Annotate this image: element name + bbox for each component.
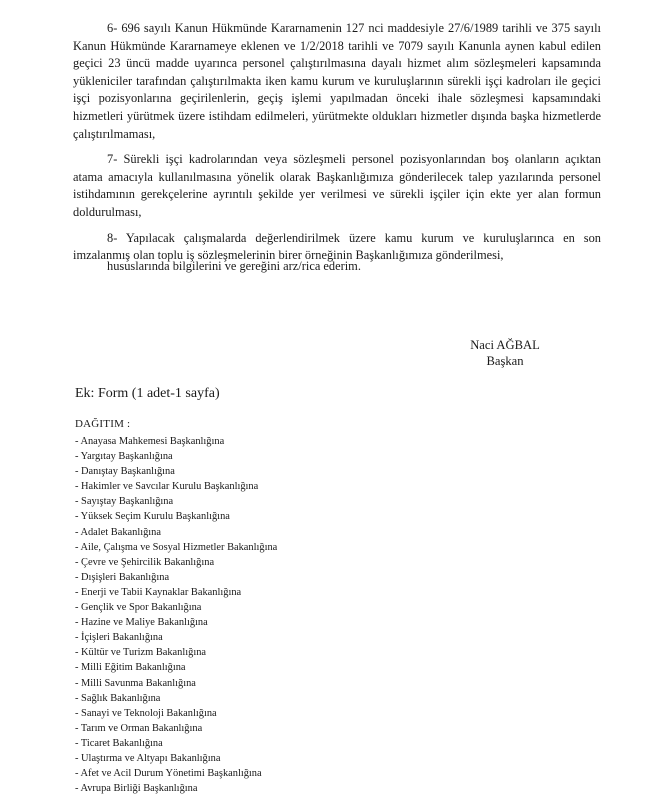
distribution-item: - Dışişleri Bakanlığına [75,571,170,583]
closing-line: hususlarında bilgilerini ve gereğini arz/rica ederim. [107,259,361,273]
paragraph-6: 6- 696 sayılı Kanun Hükmünde Kararnamenin 127 nci maddesiyle 27/6/1989 tarihli ve 375 sayılı Kanun Hükmünde Kararnameye eklenen ve 1/2/2018 tarihli ve 7079 sayılı Kanunla aynen kabul edilen geçici 23 üncü madde uyarınca personel çalıştırılmasına dayalı hizmet alım sözleşmeleri kapsamında yükleniciler tarafından çalıştırılmakta iken kamu kurum ve kuruluşlarının sürekli işçi kadroları ile geçici işçi pozisyonlarına geçirilenlerin, geçiş işlemi yapılmadan önceki ihale sözleşmesi kapsamındaki hizmetleri yürütmek üzere istihdam edilmeleri, yürütmekte oldukları hizmetler dışında başka hizmetlerde çalıştırılmaması, [73,21,601,141]
distribution-item: - Sağlık Bakanlığına [75,692,161,704]
signatory-title: Başkan [486,354,524,368]
paragraph-8: 8- Yapılacak çalışmalarda değerlendirilmek üzere kamu kurum ve kuruluşlarınca en son imzalanmış olan toplu iş sözleşmelerinin birer örneğinin Başkanlığımıza gönderilmesi, [73,230,601,263]
signature-block [450,337,560,369]
distribution-item: - Sanayi ve Teknoloji Bakanlığına [75,707,217,719]
distribution-item: - Danıştay Başkanlığına [75,466,175,478]
distribution-list [75,434,277,796]
distribution-item: - Milli Savunma Bakanlığına [75,677,196,689]
distribution-item: - Anayasa Mahkemesi Başkanlığına [75,436,225,447]
distribution-item: - Avrupa Birliği Başkanlığına [75,783,198,795]
distribution-item: - Yüksek Seçim Kurulu Başkanlığına [75,511,230,523]
distribution-item: - Aile, Çalışma ve Sosyal Hizmetler Bakanlığına [75,541,278,553]
distribution-item: - Adalet Bakanlığına [75,526,161,538]
document-body [73,20,601,273]
attachment-note: Ek: Form (1 adet-1 sayfa) [75,386,220,401]
distribution-item: - Milli Eğitim Bakanlığına [75,662,186,674]
distribution-item: - Yargıtay Başkanlığına [75,451,173,463]
distribution-item: - Sayıştay Başkanlığına [75,496,174,508]
distribution-item: - Ulaştırma ve Altyapı Bakanlığına [75,752,221,764]
distribution-item: - Kültür ve Turizm Bakanlığına [75,647,207,659]
distribution-item: - Hazine ve Maliye Bakanlığına [75,617,208,629]
distribution-item: - Gençlik ve Spor Bakanlığına [75,602,202,614]
distribution-item: - Çevre ve Şehircilik Bakanlığına [75,556,215,568]
distribution-item: - İçişleri Bakanlığına [75,632,163,644]
paragraph-7: 7- Sürekli işçi kadrolarından veya sözleşmeli personel pozisyonlarından boş olanların açıktan atama amacıyla kullanılmasına yönelik olarak Başkanlığımıza gönderilecek talep yazılarında personel istihdamının gerekçelerine ayrıntılı şekilde yer verilmesi ve sürekli işçiler için ekte yer alan formun doldurulması, [73,152,601,219]
distribution-item: - Tarım ve Orman Bakanlığına [75,722,203,734]
distribution-item: - Hakimler ve Savcılar Kurulu Başkanlığına [75,481,259,493]
distribution-item: - Enerji ve Tabii Kaynaklar Bakanlığına [75,586,242,598]
signatory-name: Naci AĞBAL [470,338,540,352]
distribution-item: - Afet ve Acil Durum Yönetimi Başkanlığına [75,768,262,780]
distribution-title: DAĞITIM : [75,418,131,430]
distribution-item: - Ticaret Bakanlığına [75,737,163,749]
